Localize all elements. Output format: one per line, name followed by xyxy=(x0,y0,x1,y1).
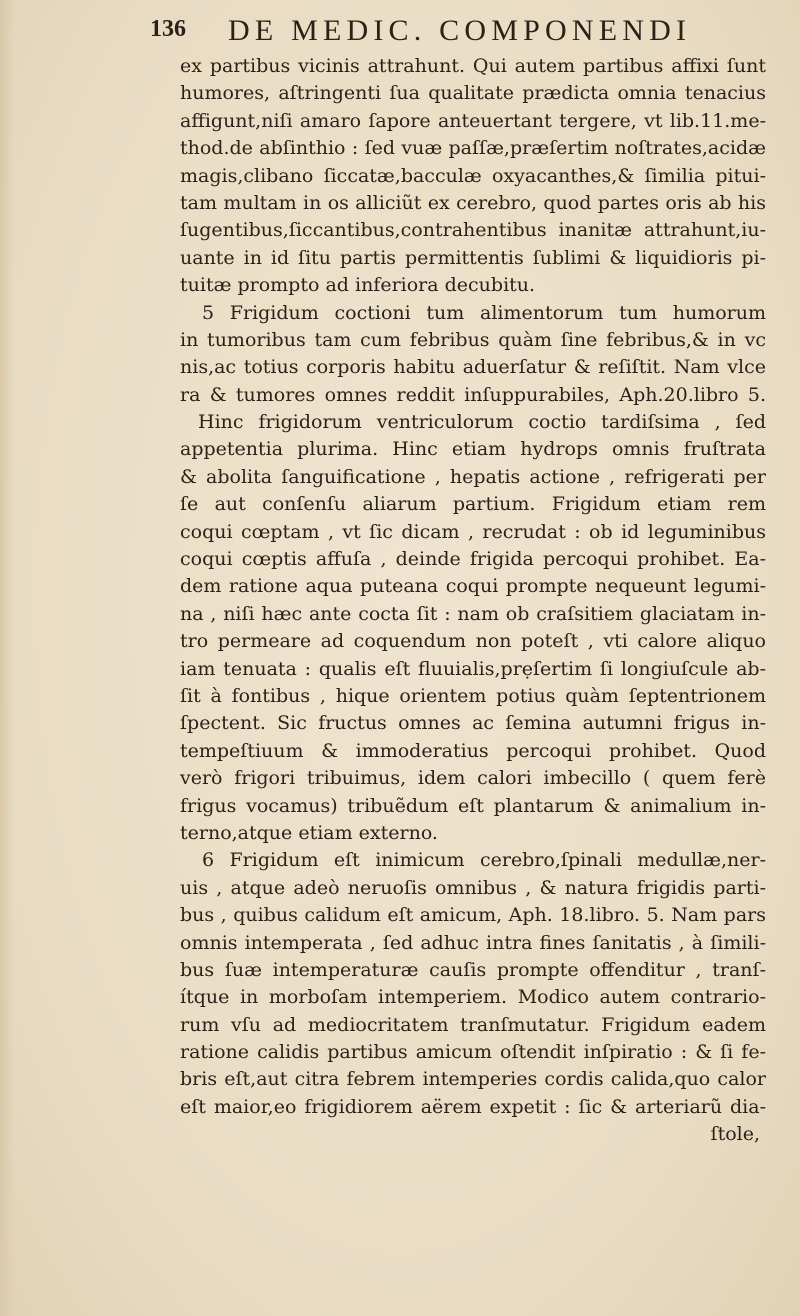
text-line: ſpectent. Sic fructus omnes ac ſemina autumni frigus in- xyxy=(180,712,766,735)
text-line: tam multam in os alliciũt ex cerebro, quod partes oris ab his xyxy=(180,191,766,214)
text-line: & abolita ſanguificatione , hepatis actione , refrigerati per xyxy=(180,465,766,488)
text-line: thod.de abſinthio : ſed vuæ paſſæ,præſertim noſtrates,acidæ xyxy=(180,137,766,160)
page-number: 136 xyxy=(150,16,186,42)
text-line: tro permeare ad coquendum non poteſt , vti calore aliquo xyxy=(180,630,766,653)
text-line: ſe aut conſenſu aliarum partium. Frigidum etiam rem xyxy=(180,493,766,516)
catchword-line: ſtole, xyxy=(710,1123,760,1146)
text-line: coqui cœptam , vt ſic dicam , recrudat : ob id leguminibus xyxy=(180,520,766,543)
text-line: nis,ac totius corporis habitu aduerſatur & reſiſtit. Nam vlce xyxy=(180,356,766,379)
text-line: ratione calidis partibus amicum oſtendit inſpiratio : & ſi fe- xyxy=(180,1041,766,1064)
page-edge-shadow xyxy=(0,0,14,1316)
text-line: bris eſt,aut citra febrem intemperies cordis calida,quo calor xyxy=(180,1068,766,1091)
running-title: DE MEDIC. COMPONENDI xyxy=(228,14,692,47)
text-line: omnis intemperata , ſed adhuc intra fines ſanitatis , à ſimili- xyxy=(180,931,766,954)
text-line: verò frigori tribuimus, idem calori imbecillo ( quem ferè xyxy=(180,767,766,790)
text-line: dem ratione aqua puteana coqui prompte nequeunt legumi- xyxy=(180,575,766,598)
text-line: uis , atque adeò neruoſis omnibus , & natura frigidis parti- xyxy=(180,876,766,899)
paragraph-start-line: 6 Frigidum eſt inimicum cerebro,ſpinali medullæ,ner- xyxy=(202,849,766,872)
text-line: iam tenuata : qualis eſt fluuialis,prẹſertim ſi longiuſcule ab- xyxy=(180,657,766,680)
text-line: tuitæ prompto ad inferiora decubitu. xyxy=(180,274,536,297)
text-line: ex partibus vicinis attrahunt. Qui autem partibus affixi ſunt xyxy=(180,55,766,77)
text-line: Hinc frigidorum ventriculorum coctio tardiſsima , ſed xyxy=(198,411,766,434)
page-header xyxy=(150,10,740,54)
text-line: tempeſtiuum & immoderatius percoqui prohibet. Quod xyxy=(180,739,766,762)
text-line: appetentia plurima. Hinc etiam hydrops omnis fruſtrata xyxy=(180,438,766,461)
paragraph-start-line: 5 Frigidum coctioni tum alimentorum tum humorum xyxy=(202,301,766,324)
text-line: terno,atque etiam externo. xyxy=(180,821,438,844)
text-line: bus , quibus calidum eſt amicum, Aph. 18.libro. 5. Nam pars xyxy=(180,904,766,927)
text-line: rum vſu ad mediocritatem tranſmutatur. Frigidum eadem xyxy=(180,1013,766,1036)
text-line: ſit à fontibus , hique orientem potius quàm ſeptentrionem xyxy=(180,684,766,707)
text-line: coqui cœptis affuſa , deinde frigida percoqui prohibet. Ea- xyxy=(180,548,766,571)
text-line: na , niſi hæc ante cocta ſit : nam ob craſsitiem glaciatam in- xyxy=(180,602,766,625)
text-line: affigunt,niſi amaro ſapore anteuertant tergere, vt lib.11.me- xyxy=(180,109,766,132)
text-line: ítque in morboſam intemperiem. Modico autem contrario- xyxy=(180,986,766,1009)
body-text xyxy=(180,53,766,1149)
text-line: humores, aſtringenti ſua qualitate prædicta omnia tenacius xyxy=(180,82,766,105)
text-line: frigus vocamus) tribuẽdum eſt plantarum & animalium in- xyxy=(180,794,766,817)
text-line: eſt maior,eo frigidiorem aërem expetit : ſic & arteriarũ dia- xyxy=(180,1095,766,1118)
text-line: uante in id ſitu partis permittentis ſublimi & liquidioris pi- xyxy=(180,246,766,269)
text-line: ſugentibus,ſiccantibus,contrahentibus inanitæ attrahunt,iu- xyxy=(180,219,766,242)
text-line: ra & tumores omnes reddit inſuppurabiles, Aph.20.libro 5. xyxy=(180,383,766,406)
text-line: magis,clibano ſiccatæ,bacculæ oxyacanthes,& ſimilia pitui- xyxy=(180,164,766,187)
text-line: bus ſuæ intemperaturæ cauſis prompte offenditur , tranſ- xyxy=(180,958,766,981)
text-line: in tumoribus tam cum febribus quàm ſine febribus,& in vc xyxy=(180,328,766,351)
